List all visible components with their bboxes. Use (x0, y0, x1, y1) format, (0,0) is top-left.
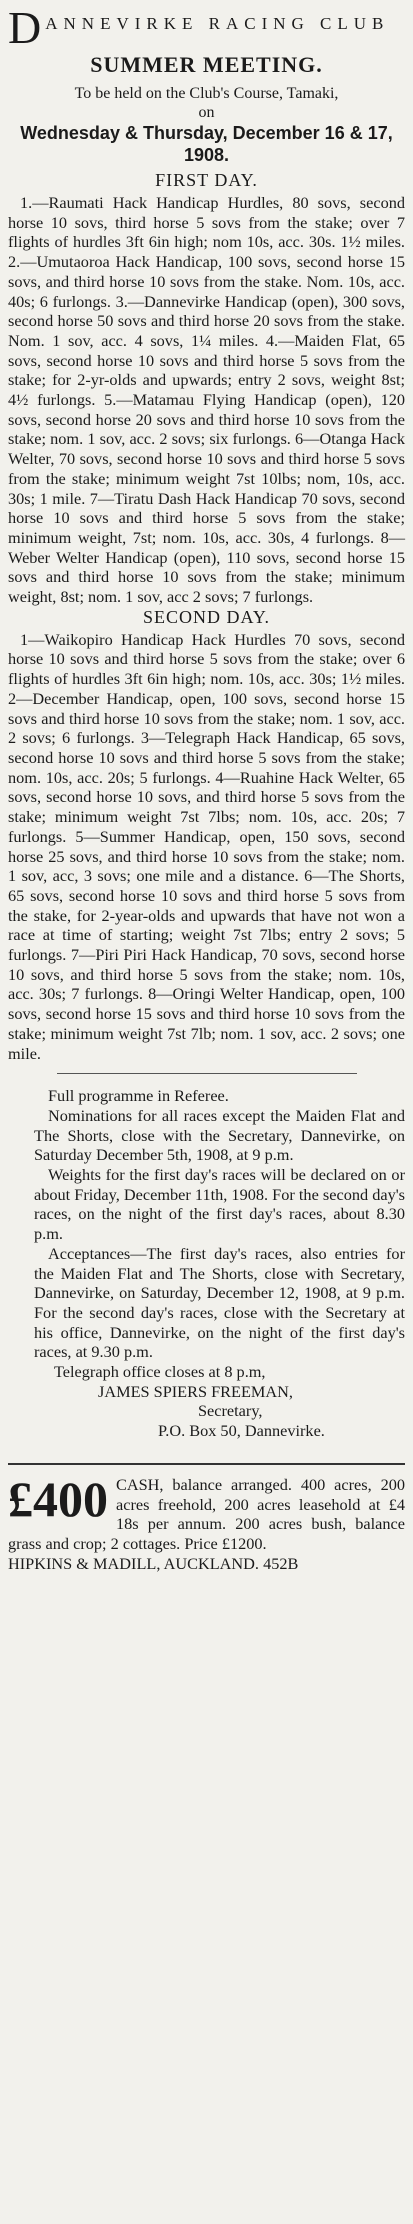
intro-on: on (198, 104, 215, 121)
nominations-notice: Nominations for all races except the Maiden Flat and The Shorts, close with the Secretary, Dannevirke, on Saturday December 5th, 1908, at 9 p.m. (34, 1105, 405, 1165)
intro-line: To be held on the Club's Course, Tamaki, (74, 85, 339, 102)
second-day-races: 1—Waikopiro Handicap Hack Hurdles 70 sovs, second horse 10 sovs and third horse 5 sovs from the stake; over 6 flights of hurdles 3ft 6in high; nom. 10s, acc. 30s; 1½ miles. 2—December Handicap, open, 100 sovs, second horse 15 sovs and third horse 10 sovs from the stake; nom. 1 sov, acc. 2 sovs; 6 furlongs. 3—Telegraph Hack Handicap, 65 sovs, second horse 10 sovs and third horse 5 sovs from the stake; nom. 10s, acc. 20s; 5 furlongs. 4—Ruahine Hack Welter, 65 sovs, second horse 10 sovs, and third horse 5 sovs from the stake; minimum weight 7st 7lbs; nom. 10s, acc. 20s; 7 furlongs. 5—Summer Handicap, open, 150 sovs, second horse 25 sovs, and third horse 10 sovs from the stake; nom. 1 sov, acc, 3 sovs; one mile and a distance. 6—The Shorts, 65 sovs, second horse 10 sovs and third horse 5 sovs from the stake, for 2-year-olds and upwards that have not won a race at time of starting; weight 7st 7lbs; entry 2 sovs; 5 furlongs. 7—Piri Piri Hack Handicap, 70 sovs, second horse 10 sovs, and third horse 5 sovs from the stake; nom. 10s, acc. 30s; 7 furlongs. 8—Oringi Welter Handicap, open, 100 sovs, second horse 15 sovs and third horse 10 sovs from the stake; minimum weight 7st 7lb; nom. 1 sov, acc. 2 sovs; one mile. (8, 629, 405, 1063)
meeting-dates: Wednesday & Thursday, December 16 & 17, 1908. (20, 123, 393, 165)
secretary-role: Secretary, (198, 1401, 263, 1421)
first-day-races: 1.—Raumati Hack Handicap Hurdles, 80 sovs, second horse 10 sovs, third horse 5 sovs from the stake; over 7 flights of hurdles 3ft 6in high; nom 10s, acc. 30s. 1½ miles. 2.—Umutaoroa Hack Handicap, 100 sovs, second horse 15 sovs, and third horse 10 sovs from the stake. Nom. 10s, acc. 40s; 6 furlongs. 3.—Dannevirke Handicap (open), 300 sovs, second horse 50 sovs and third horse 20 sovs from the stake. Nom. 1 sov, acc. 4 sovs, 1¼ miles. 4.—Maiden Flat, 65 sovs, second horse 10 sovs and third horse 5 sovs from the stake; for 2-yr-olds and upwards; entry 2 sovs, weight 8st; 4½ furlongs. 5.—Matamau Flying Handicap (open), 120 sovs, second horse 20 sovs and third horse 10 sovs from the stake; nom. 1 sov, acc. 2 sovs; six furlongs. 6—Otanga Hack Welter, 70 sovs, second horse 10 sovs and third horse 5 sovs from the stake; minimum weight 7st 10lbs; nom, 10s, acc. 30s; 1 mile. 7—Tiratu Dash Hack Handicap 70 sovs, second horse 10 sovs and third horse 5 sovs from the stake; minimum weight, 7st; nom. 10s, acc. 30s, 4 furlongs. 8—Weber Welter Handicap (open), 110 sovs, second horse 15 sovs and third horse 10 sovs from the stake; minimum weight, 8st; nom. 1 sov, acc 2 sovs; 7 furlongs. (8, 193, 405, 607)
farm-advert (8, 1470, 405, 1574)
acceptances-notice: Acceptances—The first day's races, also entries for the Maiden Flat and The Shorts, close with Secretary, Dannevirke, on Saturday, December 12, 1908, at 9 p.m. For the second day's races, close with the Secretary at his office, Dannevirke, on the night of the first day's races, at 9.30 p.m. (34, 1243, 405, 1362)
secretary-address: P.O. Box 50, Dannevirke. (158, 1421, 325, 1441)
second-day-heading: SECOND DAY. (142, 606, 271, 627)
advert-firm: HIPKINS & MADILL, AUCKLAND. 452B (8, 1553, 299, 1573)
telegraph-notice: Telegraph office closes at 8 p.m, (54, 1362, 266, 1382)
weights-notice: Weights for the first day's races will be declared on or about Friday, December 11th, 1908. For the second day's races, on the night of the first day's races, about 8.30 p.m. (34, 1165, 405, 1244)
programme-notice: Full programme in Referee. (48, 1086, 229, 1106)
advert-price: £400 (8, 1470, 108, 1527)
newspaper-column (0, 2, 413, 1573)
header-dropcap: D (8, 2, 42, 53)
secretary-name: JAMES SPIERS FREEMAN, (98, 1381, 293, 1401)
advert-divider (8, 1463, 405, 1465)
club-header (8, 2, 405, 53)
first-day-heading: FIRST DAY. (155, 170, 258, 190)
advert-text: CASH, balance arranged. 400 acres, 200 acres freehold, 200 acres leasehold at £4 18s per annum. 200 acres bush, balance grass and crop; 2 cottages. Price £1200. (8, 1474, 405, 1553)
header-title: ANNEVIRKE RACING CLUB (45, 14, 390, 33)
section-divider (57, 1073, 357, 1074)
meeting-title: SUMMER MEETING. (90, 52, 323, 77)
